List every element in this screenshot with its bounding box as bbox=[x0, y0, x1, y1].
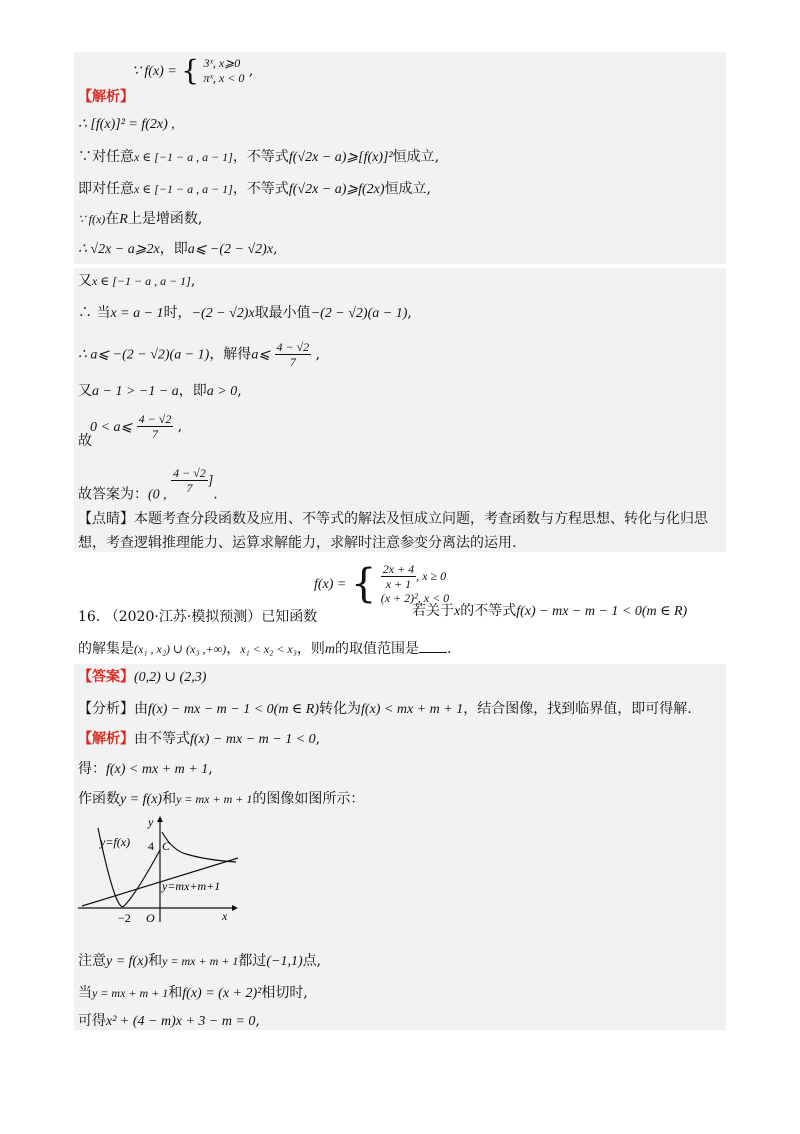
text: 和 bbox=[168, 985, 183, 1001]
math: x ∈ [−1 − a , a − 1] bbox=[134, 182, 233, 196]
kede-row bbox=[78, 1012, 260, 1031]
math: 0 < a⩽ bbox=[90, 419, 133, 435]
text: 即对任意 bbox=[78, 181, 134, 197]
text: 取最小值 bbox=[254, 305, 311, 321]
math: x² + (4 − m)x + 3 − m = 0 bbox=[106, 1014, 256, 1029]
hyperbola-curve bbox=[162, 832, 236, 862]
fraction bbox=[381, 562, 416, 591]
fraction bbox=[275, 340, 312, 369]
text: ，解得 bbox=[209, 346, 252, 363]
math: f(x) < mx + m + 1 bbox=[106, 762, 209, 777]
math: , x ≥ 0 bbox=[416, 569, 447, 583]
jiexi-label: 【解析】 bbox=[78, 731, 134, 747]
math: x ∈ [−1 − a , a − 1] bbox=[92, 274, 191, 288]
math: y = mx + m + 1 bbox=[176, 792, 253, 806]
text: 转化为 bbox=[319, 701, 362, 717]
origin-label: O bbox=[146, 911, 155, 924]
q16-function-def bbox=[314, 562, 449, 606]
y-label: y bbox=[148, 815, 154, 829]
fenxi-label: 【分析】 bbox=[78, 701, 134, 717]
denominator: 7 bbox=[186, 481, 193, 495]
text: 上是增函数, bbox=[127, 211, 203, 227]
neg2-label: −2 bbox=[118, 911, 131, 924]
math: f(x) = (x + 2)² bbox=[182, 986, 262, 1001]
answer-line bbox=[78, 466, 218, 505]
case-1: 3ˣ, x⩾0 bbox=[203, 56, 241, 70]
text: 当 bbox=[78, 985, 92, 1001]
text: ，则 bbox=[296, 641, 325, 657]
denominator: 7 bbox=[151, 427, 158, 441]
math: a − 1 > −1 − a bbox=[92, 384, 179, 399]
step-5 bbox=[78, 240, 278, 259]
text: 恒成立, bbox=[392, 149, 440, 165]
math: (0 , bbox=[148, 487, 167, 503]
math: (x₁ , x₂) ∪ (x₃ ,+∞) bbox=[134, 642, 227, 656]
text: 和 bbox=[162, 791, 177, 807]
text: 的不等式 bbox=[460, 603, 517, 619]
math: f(x) − mx − m − 1 < 0 bbox=[190, 732, 316, 747]
text: 在 bbox=[105, 211, 120, 227]
gu-label: 故 bbox=[78, 433, 92, 449]
math: x₁ < x₂ < x₃ bbox=[240, 642, 297, 656]
line-label: y=mx+m+1 bbox=[162, 879, 221, 893]
text: , bbox=[208, 761, 213, 777]
text: 点, bbox=[302, 953, 322, 969]
jiexi-row bbox=[78, 730, 320, 749]
numerator: 2x + 4 bbox=[382, 562, 415, 576]
fx-label: y=f(x) bbox=[100, 835, 131, 849]
text: 注意 bbox=[78, 953, 106, 969]
text: , bbox=[273, 241, 278, 257]
text: 的解集是 bbox=[78, 641, 134, 657]
step-7 bbox=[78, 304, 412, 323]
x-label: x bbox=[222, 909, 228, 923]
math: a⩽ bbox=[251, 347, 271, 363]
text: 若关于 bbox=[412, 603, 454, 619]
de-row bbox=[78, 760, 213, 779]
math: y = f(x) bbox=[106, 954, 149, 969]
math: x ∈ [−1 − a , a − 1] bbox=[134, 150, 233, 164]
step-2 bbox=[78, 148, 439, 167]
text: 相切时, bbox=[261, 985, 308, 1001]
answer-value: (0,2) ∪ (2,3) bbox=[134, 670, 207, 685]
text: ，即 bbox=[159, 241, 188, 257]
math: −(2 − √2)(a − 1) bbox=[310, 306, 408, 321]
answer-blank bbox=[419, 652, 447, 653]
math: f(x) − mx − m − 1 < 0(m ∈ R) bbox=[148, 702, 320, 717]
cases bbox=[381, 562, 449, 606]
zhuyi-row bbox=[78, 952, 321, 971]
dianjing-label: 【点睛】 bbox=[78, 511, 134, 527]
function-graph bbox=[76, 814, 240, 924]
text: 都过 bbox=[238, 953, 267, 969]
text: , bbox=[237, 383, 242, 399]
text: . bbox=[213, 486, 218, 503]
math: ∴ √2x − a⩾2x bbox=[78, 242, 160, 257]
text: 故答案为： bbox=[78, 486, 148, 503]
text: 的取值范围是 bbox=[335, 641, 420, 657]
text: 又 bbox=[78, 273, 92, 289]
text: 可得 bbox=[78, 1013, 106, 1029]
math: −(2 − √2)x bbox=[191, 306, 255, 321]
math: y = mx + m + 1 bbox=[162, 954, 239, 968]
daan-label: 【答案】 bbox=[78, 669, 134, 685]
piecewise-definition bbox=[132, 56, 253, 86]
text: 作函数 bbox=[78, 791, 120, 807]
because-f: ∵ f(x) = bbox=[132, 64, 177, 79]
text: ∴ 当 bbox=[78, 305, 111, 321]
case-2: πˣ, x < 0 bbox=[203, 71, 245, 85]
text: , bbox=[315, 346, 321, 363]
math: f(x) − mx − m − 1 < 0(m ∈ R) bbox=[516, 604, 688, 619]
step-3 bbox=[78, 180, 431, 199]
q16-cond bbox=[412, 602, 687, 621]
text: 由不等式 bbox=[134, 731, 190, 747]
dang-row bbox=[78, 984, 308, 1003]
text: ，不等式 bbox=[232, 149, 289, 165]
answer-row bbox=[78, 668, 206, 687]
math: ∴ a⩽ −(2 − √2)(a − 1) bbox=[78, 347, 210, 363]
case-1 bbox=[381, 562, 449, 591]
fraction bbox=[171, 466, 208, 495]
y-axis-arrow-icon bbox=[157, 816, 163, 822]
text: 恒成立, bbox=[384, 181, 432, 197]
fenxi-row bbox=[78, 700, 692, 719]
numerator: 4 − √2 bbox=[138, 412, 172, 426]
q16-stem-1 bbox=[78, 608, 317, 626]
step-9 bbox=[78, 382, 242, 401]
text: , bbox=[177, 418, 183, 435]
text: （2020·江苏·模拟预测）已知函数 bbox=[104, 609, 318, 625]
q16-stem-2 bbox=[78, 640, 451, 659]
math: y = mx + m + 1 bbox=[92, 986, 169, 1000]
text: , bbox=[255, 1013, 260, 1029]
text: 得： bbox=[78, 761, 106, 777]
denominator: 7 bbox=[289, 355, 296, 369]
denominator: x + 1 bbox=[385, 577, 412, 591]
text: 本题考查分段函数及应用、不等式的解法及恒成立问题，考查函数与方程思想、转化与化归思 bbox=[134, 511, 708, 527]
math: x = a − 1 bbox=[110, 306, 164, 321]
brace-icon: { bbox=[350, 561, 377, 607]
math: x bbox=[454, 604, 461, 619]
math: ] bbox=[207, 473, 214, 489]
text: 时， bbox=[163, 305, 192, 321]
math: a⩽ −(2 − √2)x bbox=[187, 242, 274, 257]
step-10 bbox=[78, 412, 182, 441]
cases bbox=[204, 56, 245, 86]
zuo-row bbox=[78, 790, 364, 809]
math: (−1,1) bbox=[266, 954, 303, 969]
text: 又 bbox=[78, 383, 92, 399]
step-6 bbox=[78, 272, 195, 290]
question-number: 16. bbox=[78, 609, 101, 625]
text: ，即 bbox=[178, 383, 207, 399]
text: ∵对任意 bbox=[78, 149, 134, 165]
text: 由 bbox=[134, 701, 148, 717]
math: f(x) = bbox=[314, 577, 347, 592]
brace-icon: { bbox=[181, 54, 200, 87]
text: , bbox=[315, 731, 321, 747]
dianjing-2: 想，考查逻辑推理能力、运算求解能力，求解时注意参变分离法的运用. bbox=[78, 535, 517, 551]
dianjing-1 bbox=[78, 510, 708, 528]
four-label: 4 bbox=[148, 839, 154, 853]
step-1: ∴ [f(x)]² = f(2x) , bbox=[78, 117, 175, 132]
text: , bbox=[190, 273, 196, 289]
math: f(x) < mx + m + 1 bbox=[361, 702, 464, 717]
text: ， bbox=[226, 641, 241, 657]
text: ，不等式 bbox=[232, 181, 289, 197]
step-8 bbox=[78, 340, 320, 369]
numerator: 4 − √2 bbox=[173, 466, 206, 480]
text: , bbox=[407, 305, 412, 321]
text: . bbox=[447, 641, 452, 657]
x-axis-arrow-icon bbox=[232, 905, 238, 911]
math: f(√2x − a)⩾[f(x)]² bbox=[288, 150, 393, 165]
math: y = f(x) bbox=[120, 792, 163, 807]
math: ∵ f(x) bbox=[78, 212, 106, 226]
math: R bbox=[119, 212, 128, 227]
math: f(√2x − a)⩾f(2x) bbox=[288, 182, 385, 197]
fraction bbox=[137, 412, 174, 441]
numerator: 4 − √2 bbox=[276, 340, 310, 354]
text: 的图像如图所示： bbox=[252, 791, 365, 807]
graph-svg bbox=[76, 814, 240, 924]
jiexi-label-1: 【解析】 bbox=[78, 89, 134, 105]
math: a > 0 bbox=[206, 384, 238, 399]
case-2: (x + 2)², x < 0 bbox=[380, 591, 450, 605]
text: ，结合图像，找到临界值，即可得解. bbox=[463, 701, 692, 717]
math: m bbox=[324, 642, 336, 657]
text: 和 bbox=[148, 953, 163, 969]
case-end: , bbox=[248, 63, 254, 79]
step-4 bbox=[78, 210, 202, 229]
c-label: C bbox=[162, 839, 171, 853]
